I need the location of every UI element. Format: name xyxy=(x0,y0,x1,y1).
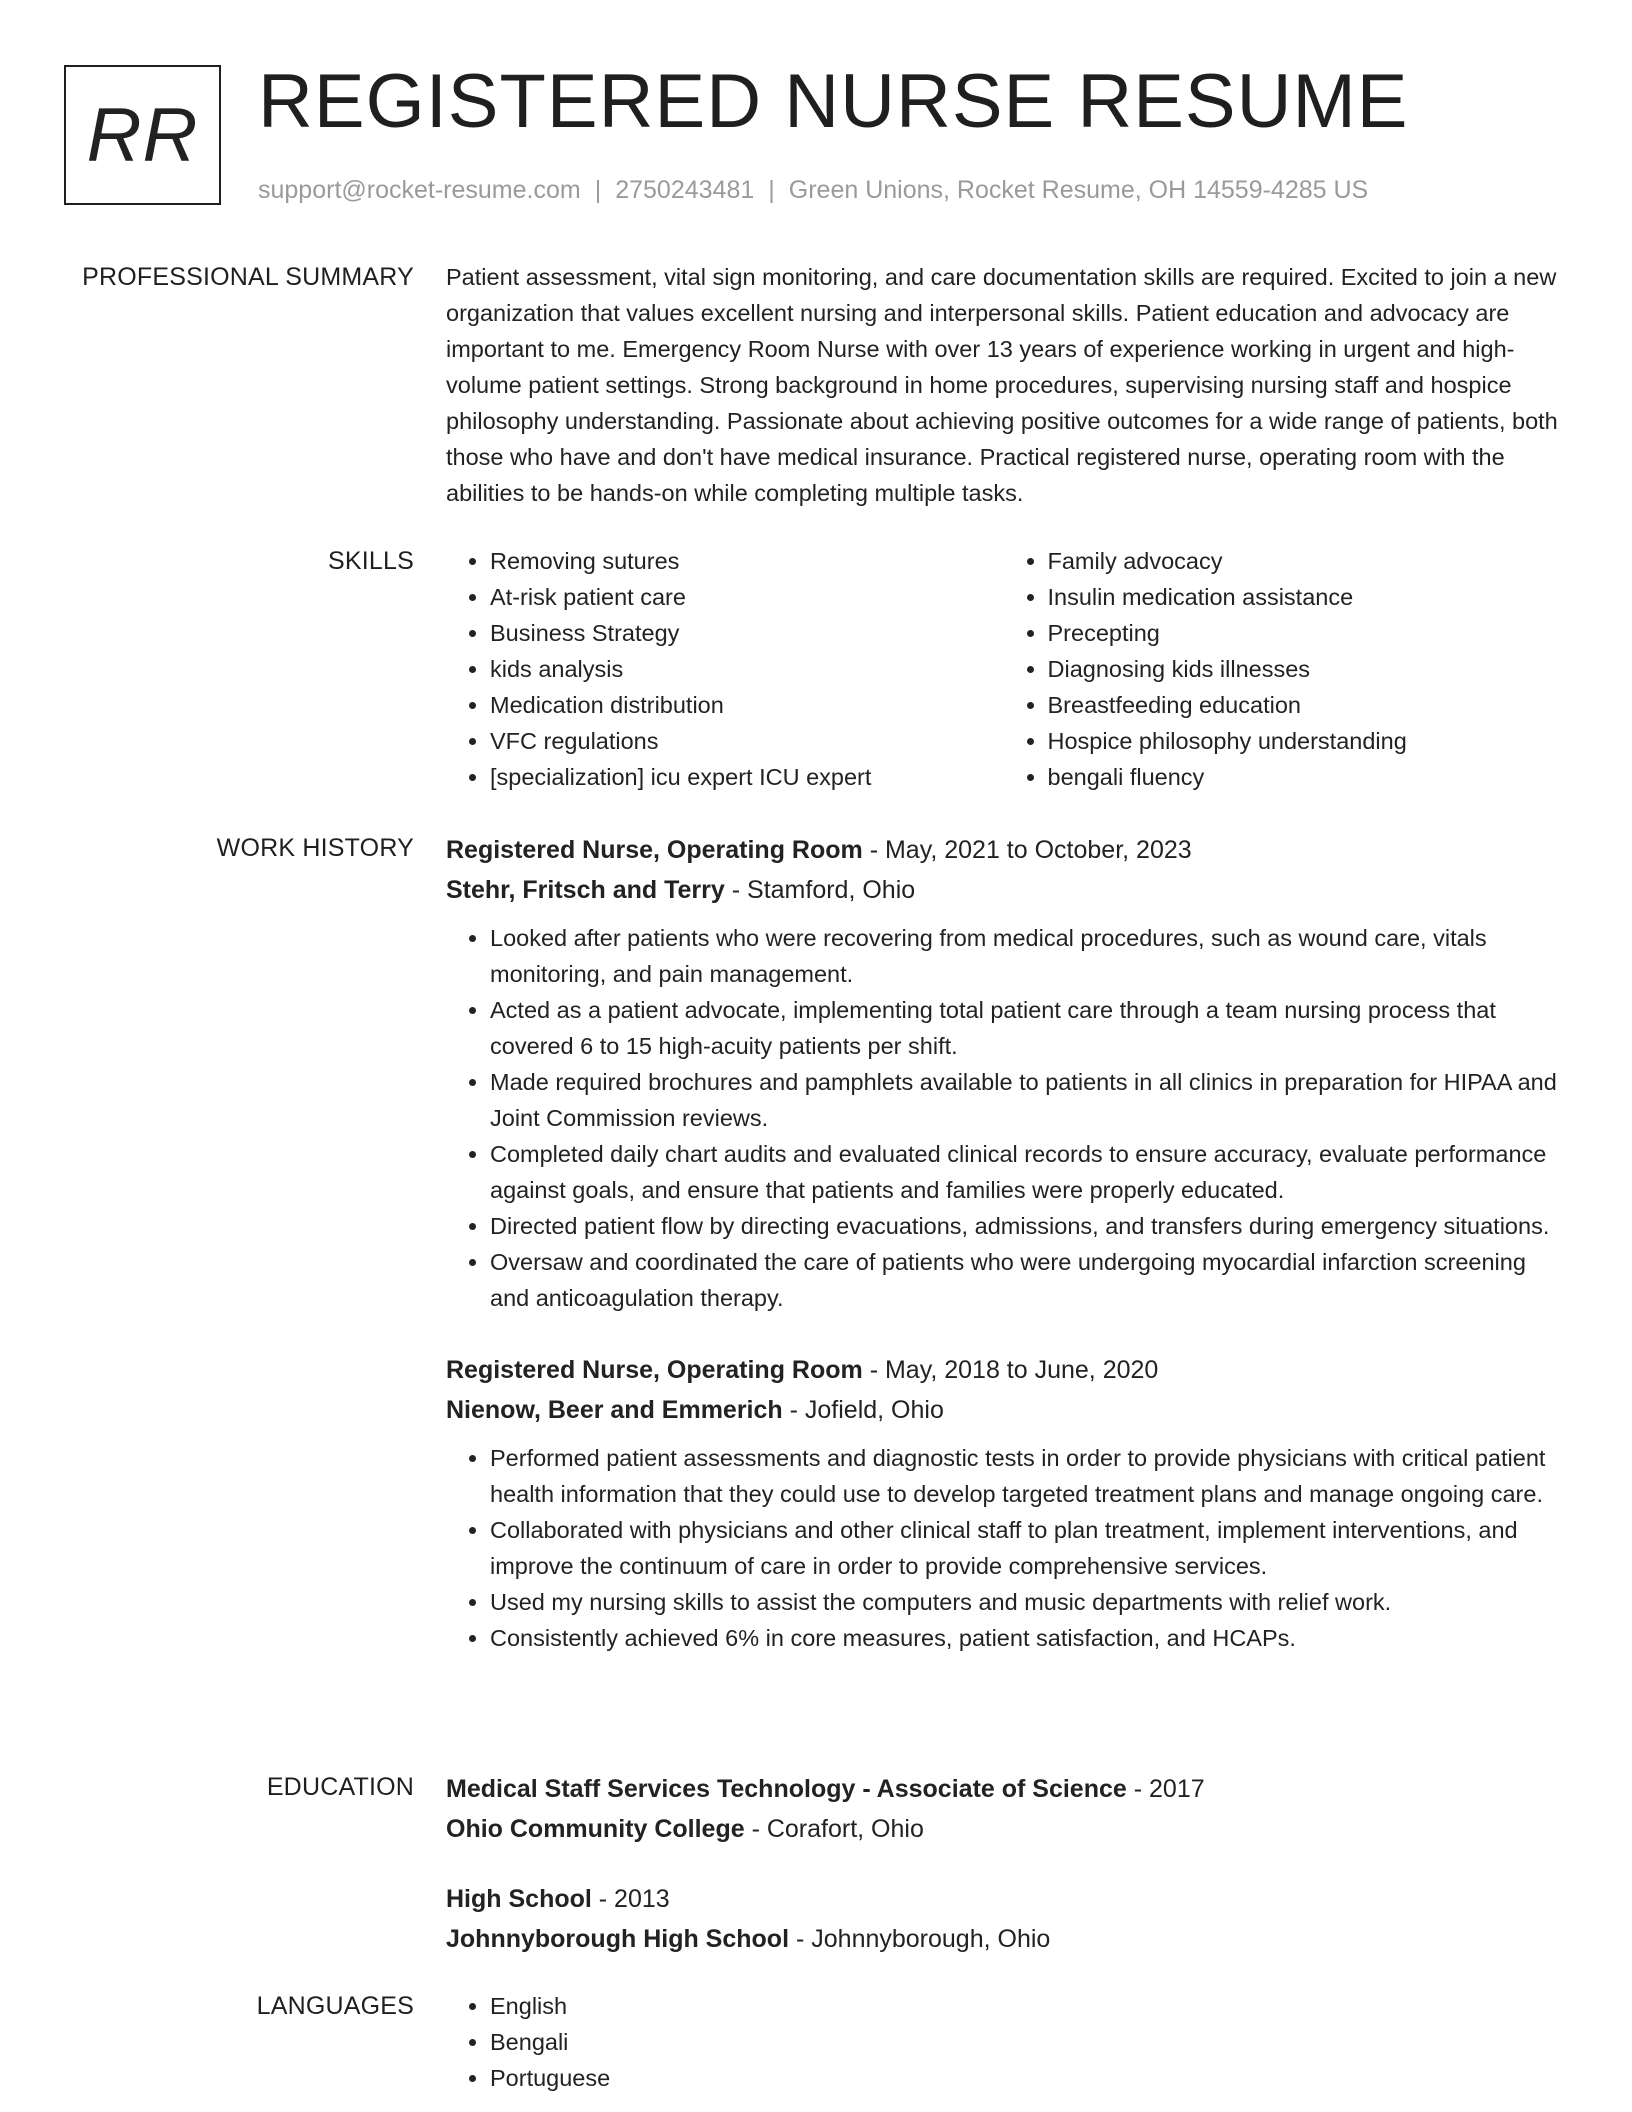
school: Ohio Community College xyxy=(446,1815,745,1843)
job-company: Nienow, Beer and Emmerich xyxy=(446,1396,783,1424)
job-location: - Jofield, Ohio xyxy=(789,1396,944,1424)
job-bullet: • Directed patient flow by directing evacuations, admissions, and transfers during emergency situations. xyxy=(490,1208,1561,1244)
contact-separator: | xyxy=(594,176,602,204)
job-bullet: • Acted as a patient advocate, implementing total patient care through a team nursing process that covered 6 to 15 high-acuity patients per shift. xyxy=(490,992,1561,1064)
job-bullet: • Used my nursing skills to assist the computers and music departments with relief work. xyxy=(490,1584,1561,1620)
job-bullet: • Completed daily chart audits and evaluated clinical records to ensure accuracy, evaluate performance against goals, and ensure that patients and families were properly educated. xyxy=(490,1136,1561,1208)
email-link[interactable]: support@rocket-resume.com xyxy=(258,176,581,204)
degree-year: - 2017 xyxy=(1133,1775,1205,1803)
languages-list xyxy=(446,1988,1561,2096)
skill-item: • bengali fluency xyxy=(1048,759,1562,795)
job-dates: - May, 2018 to June, 2020 xyxy=(869,1356,1159,1384)
degree-line xyxy=(446,1879,1561,1919)
job-title-line xyxy=(446,1350,1561,1390)
skill-item: • Family advocacy xyxy=(1048,543,1562,579)
job-company-line xyxy=(446,870,1561,910)
section-label-skills: SKILLS xyxy=(328,547,414,575)
school-location: - Corafort, Ohio xyxy=(751,1815,924,1843)
degree-year: - 2013 xyxy=(598,1885,670,1913)
contact-separator: | xyxy=(768,176,775,204)
job-bullet: • Made required brochures and pamphlets available to patients in all clinics in preparation for HIPAA and Joint Commission reviews. xyxy=(490,1064,1561,1136)
skill-item: • [specialization] icu expert ICU expert xyxy=(490,759,1004,795)
skills-list xyxy=(446,543,1561,795)
language-item: • English xyxy=(490,1988,1561,2024)
section-label-work: WORK HISTORY xyxy=(216,834,414,862)
skill-item: • Insulin medication assistance xyxy=(1048,579,1562,615)
job-location: - Stamford, Ohio xyxy=(731,876,916,904)
summary-text: Patient assessment, vital sign monitoring, and care documentation skills are required. Excited to join a new organization that values excellent nursing and interpersonal skills. Patient education and advocacy are important to me. Emergency Room Nurse with over 13 years of experience working in urgent and high-volume patient settings. Strong background in home procedures, supervising nursing staff and hospice philosophy understanding. Passionate about achieving positive outcomes for a wide range of patients, both those who have and don't have medical insurance. Practical registered nurse, operating room with the abilities to be hands-on while completing multiple tasks. xyxy=(446,264,1558,506)
degree-line xyxy=(446,1769,1561,1809)
skill-item: • Breastfeeding education xyxy=(1048,687,1562,723)
phone-number: 2750243481 xyxy=(615,176,755,204)
degree: High School xyxy=(446,1885,592,1913)
address: Green Unions, Rocket Resume, OH 14559-4285 US xyxy=(788,176,1369,204)
skill-item: • Medication distribution xyxy=(490,687,1004,723)
school-line xyxy=(446,1919,1561,1959)
job-bullet: • Oversaw and coordinated the care of patients who were undergoing myocardial infarction screening and anticoagulation therapy. xyxy=(490,1244,1561,1316)
skill-item: • Hospice philosophy understanding xyxy=(1048,723,1562,759)
job-company: Stehr, Fritsch and Terry xyxy=(446,876,725,904)
skill-item: • Precepting xyxy=(1048,615,1562,651)
skills-column-right xyxy=(1004,543,1562,795)
languages-content xyxy=(446,1988,1561,2096)
language-item: • Bengali xyxy=(490,2024,1561,2060)
monogram-logo: RR xyxy=(64,65,221,205)
page-title: REGISTERED NURSE RESUME xyxy=(258,59,1409,144)
contact-line xyxy=(258,173,1368,207)
school-location: - Johnnyborough, Ohio xyxy=(795,1925,1051,1953)
skill-item: • At-risk patient care xyxy=(490,579,1004,615)
language-item: • Portuguese xyxy=(490,2060,1561,2096)
section-label-education: EDUCATION xyxy=(266,1773,414,1801)
skill-item: • Diagnosing kids illnesses xyxy=(1048,651,1562,687)
job-title-line xyxy=(446,830,1561,870)
section-label-summary: PROFESSIONAL SUMMARY xyxy=(82,263,414,291)
job-dates: - May, 2021 to October, 2023 xyxy=(869,836,1192,864)
skills-column-left xyxy=(446,543,1004,795)
section-label-languages: LANGUAGES xyxy=(256,1992,414,2020)
job-bullet: • Consistently achieved 6% in core measures, patient satisfaction, and HCAPs. xyxy=(490,1620,1561,1656)
job-bullet: • Performed patient assessments and diagnostic tests in order to provide physicians with critical patient health information that they could use to develop targeted treatment plans and manage ongoing care. xyxy=(490,1440,1561,1512)
job-bullet: • Looked after patients who were recovering from medical procedures, such as wound care, vitals monitoring, and pain management. xyxy=(490,920,1561,992)
school-line xyxy=(446,1809,1561,1849)
skill-item: • Removing sutures xyxy=(490,543,1004,579)
education-content xyxy=(446,1769,1561,1959)
job-title: Registered Nurse, Operating Room xyxy=(446,1356,863,1384)
job-company-line xyxy=(446,1390,1561,1430)
job-bullets xyxy=(446,920,1561,1316)
degree: Medical Staff Services Technology - Associate of Science xyxy=(446,1775,1127,1803)
work-history-content xyxy=(446,830,1561,1656)
skill-item: • VFC regulations xyxy=(490,723,1004,759)
job-bullets xyxy=(446,1440,1561,1656)
school: Johnnyborough High School xyxy=(446,1925,790,1953)
job-bullet: • Collaborated with physicians and other clinical staff to plan treatment, implement interventions, and improve the continuum of care in order to provide comprehensive services. xyxy=(490,1512,1561,1584)
job-title: Registered Nurse, Operating Room xyxy=(446,836,863,864)
skill-item: • kids analysis xyxy=(490,651,1004,687)
skill-item: • Business Strategy xyxy=(490,615,1004,651)
